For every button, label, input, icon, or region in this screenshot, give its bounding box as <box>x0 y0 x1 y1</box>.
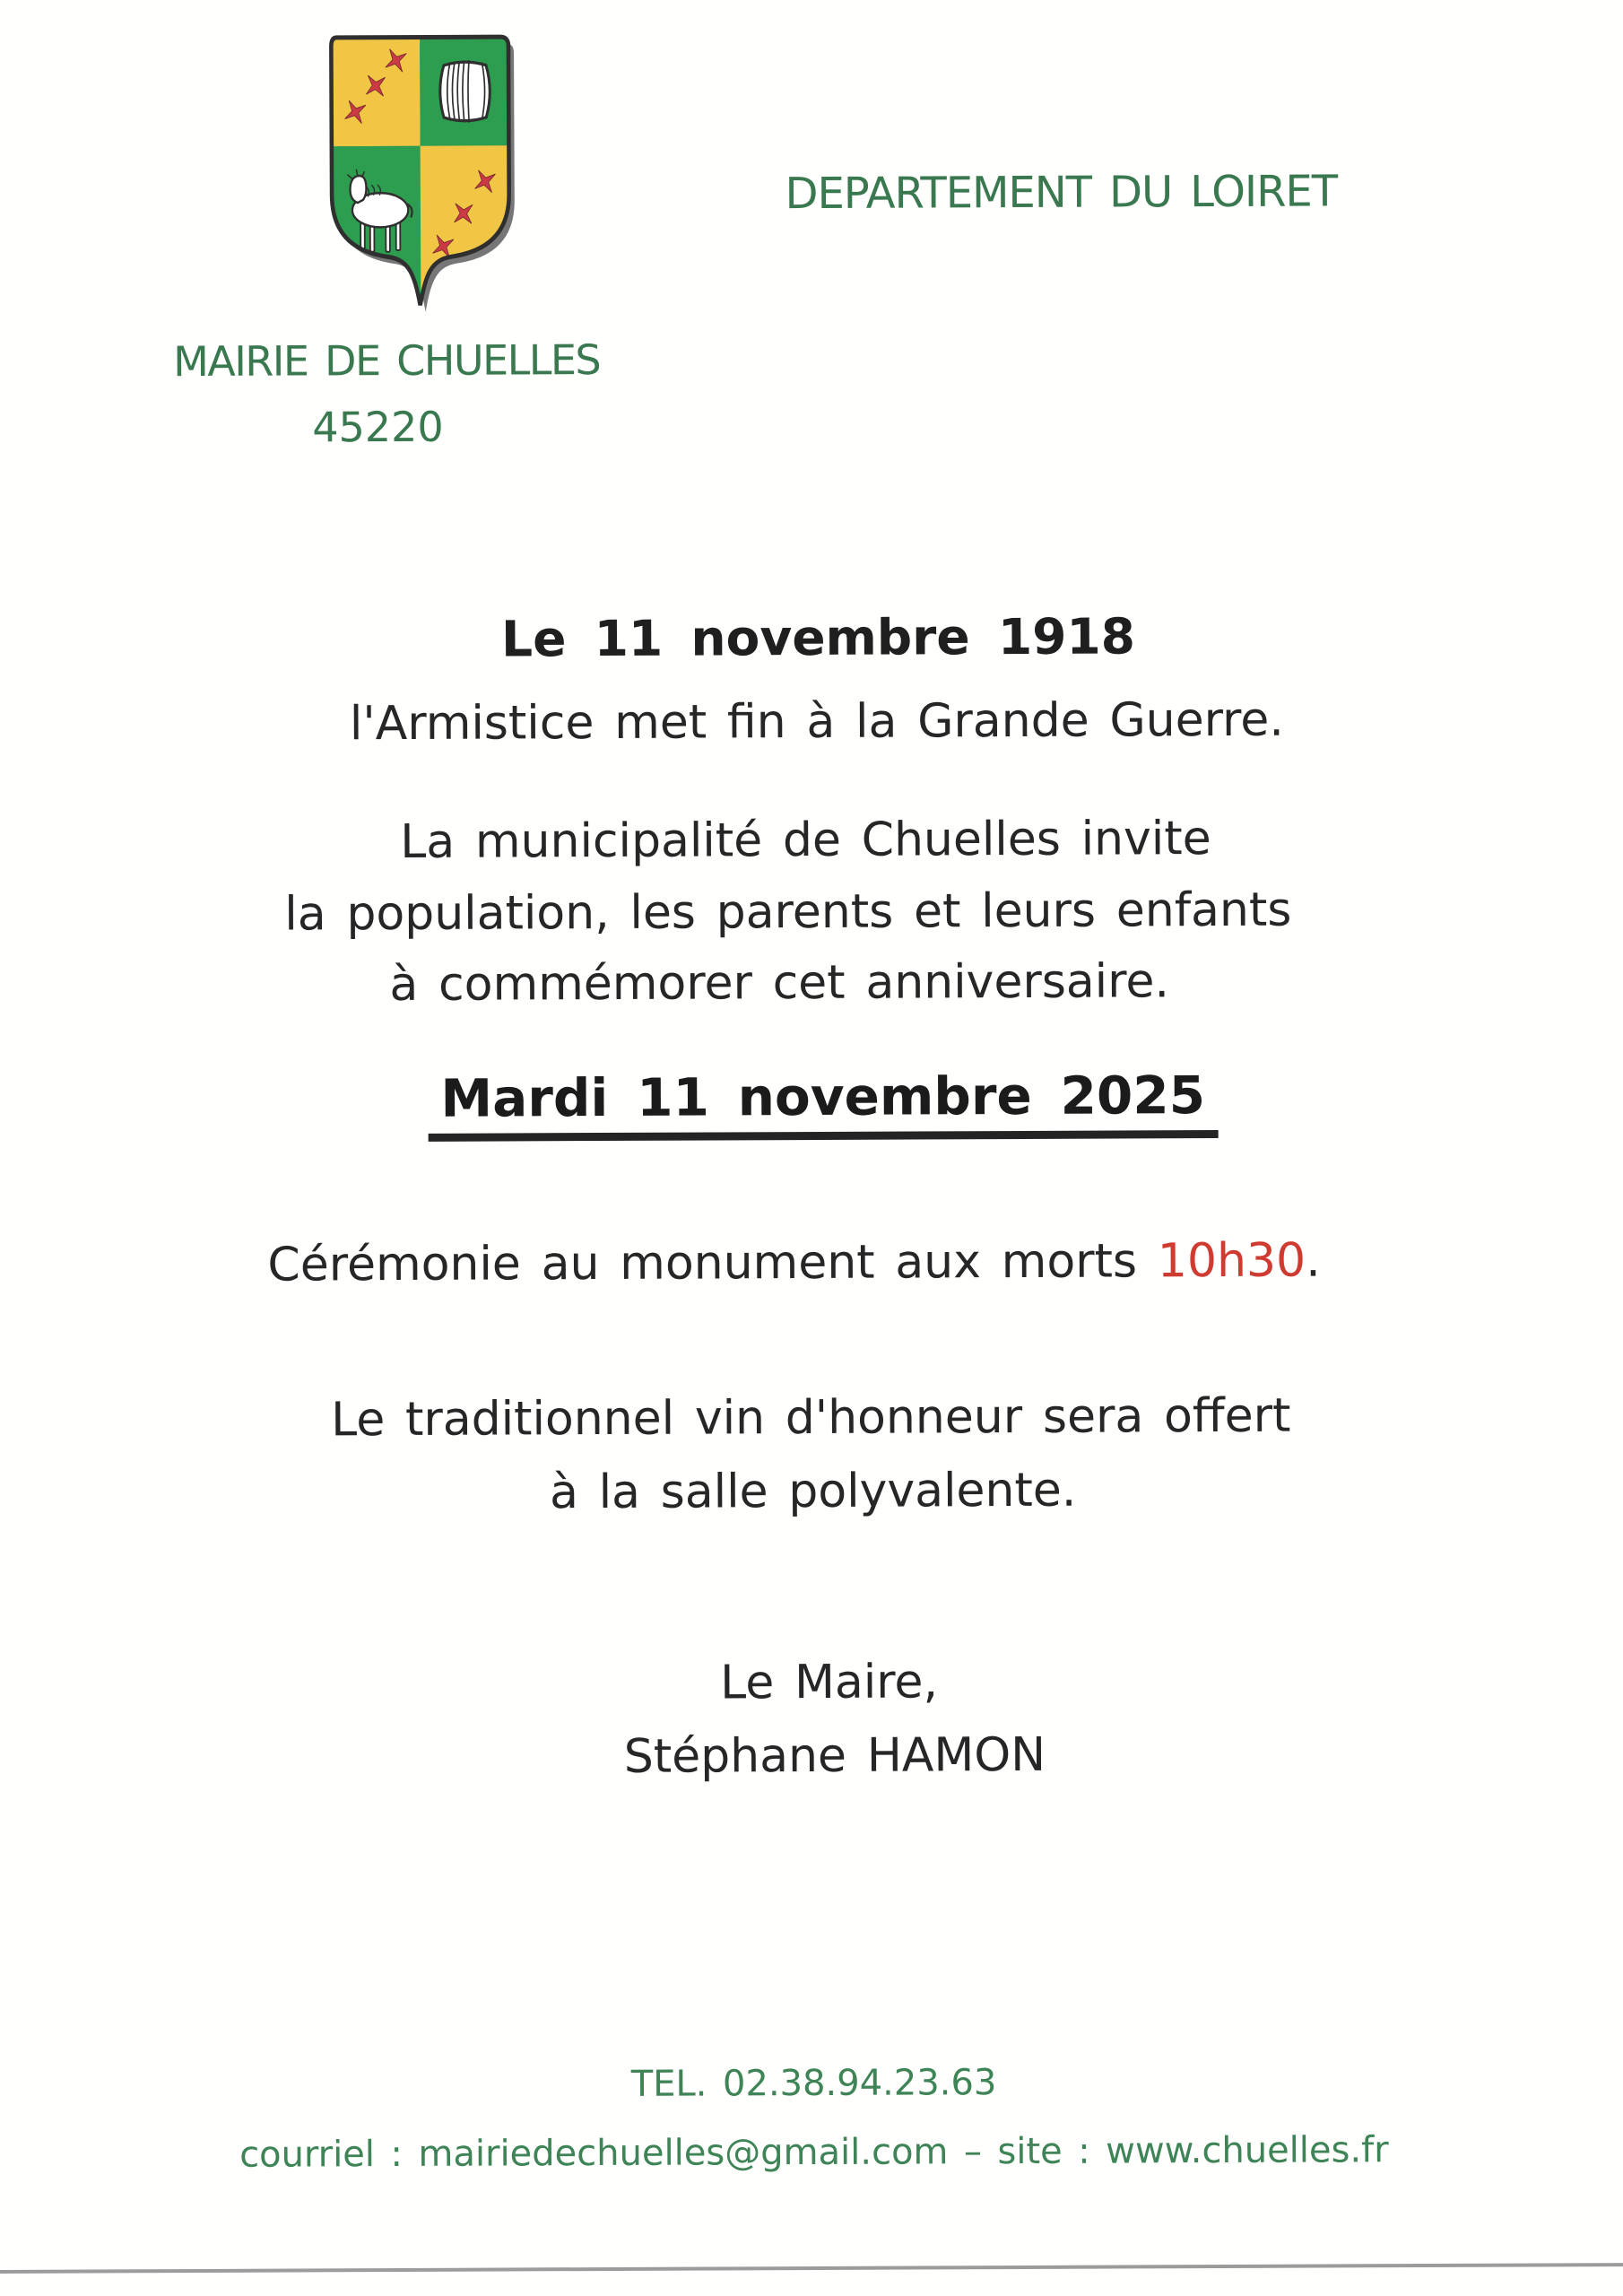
department-heading: DEPARTEMENT DU LOIRET <box>785 166 1338 220</box>
contact-line: courriel : mairiedechuelles@gmail.com – site : www.chuelles.fr <box>239 2129 1389 2176</box>
chuelles-coat-of-arms-icon <box>317 26 522 325</box>
vin-honneur-line-1: Le traditionnel vin d'honneur sera offert <box>331 1388 1291 1448</box>
postal-code: 45220 <box>312 402 444 452</box>
ceremony-time: 10h30 <box>1157 1233 1306 1289</box>
invitation-line-2: la population, les parents et leurs enfants <box>284 883 1292 942</box>
shield-field <box>331 37 509 306</box>
ceremony-period: . <box>1305 1233 1321 1288</box>
armistice-subtitle: l'Armistice met fin à la Grande Guerre. <box>349 692 1285 752</box>
invitation-line-3: à commémorer cet anniversaire. <box>389 954 1170 1013</box>
scan-artifact-line <box>0 2263 1623 2274</box>
signature-role: Le Maire, <box>720 1655 939 1710</box>
signature-name: Stéphane HAMON <box>623 1727 1046 1784</box>
event-date-heading: Mardi 11 novembre 2025 <box>428 1069 1218 1142</box>
phone-number: TEL. 02.38.94.23.63 <box>630 2062 997 2105</box>
armistice-date-title: Le 11 novembre 1918 <box>500 607 1136 668</box>
ceremony-line <box>267 1233 1321 1292</box>
invitation-line-1: La municipalité de Chuelles invite <box>400 812 1211 869</box>
ceremony-text: Cérémonie au monument aux morts <box>267 1234 1158 1292</box>
mairie-name: MAIRIE DE CHUELLES <box>173 335 601 387</box>
barrel-icon <box>440 60 490 123</box>
vin-honneur-line-2: à la salle polyvalente. <box>549 1463 1077 1520</box>
